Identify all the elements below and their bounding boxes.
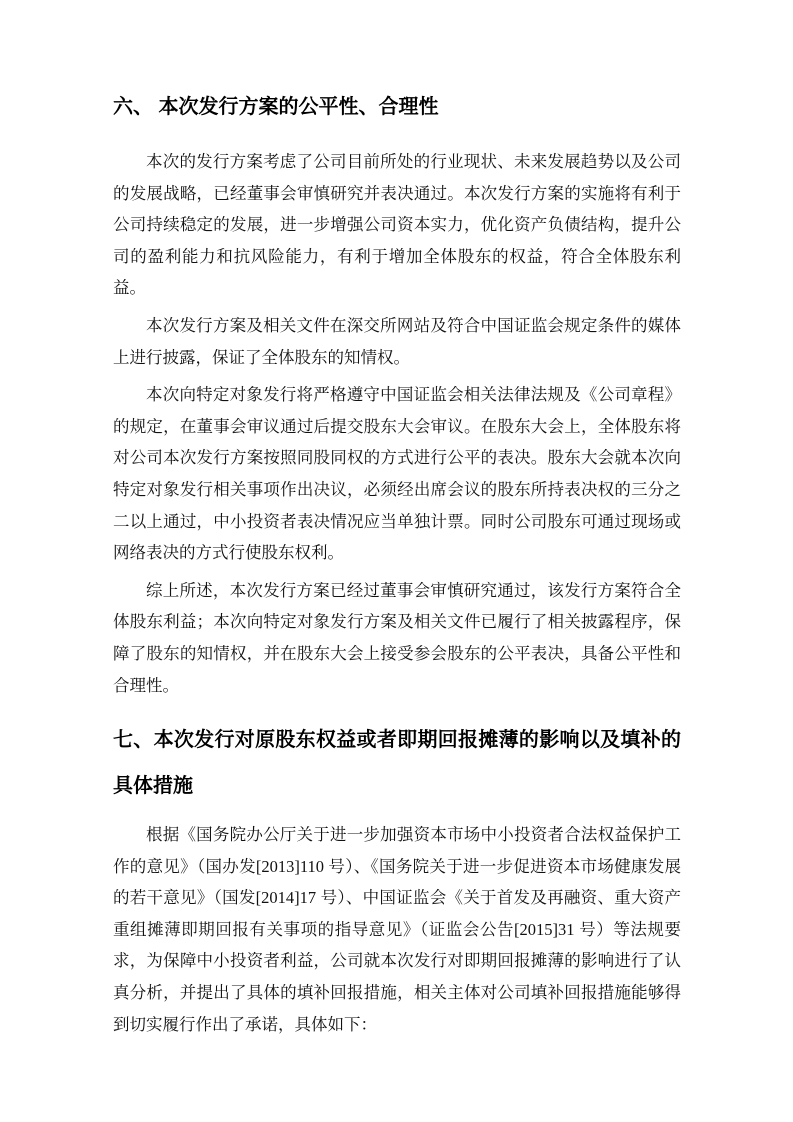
section-six-heading: 六、 本次发行方案的公平性、合理性 (113, 96, 439, 118)
section-seven-heading: 七、本次发行对原股东权益或者即期回报摊薄的影响以及填补的具体措施 (113, 729, 681, 798)
section-six-paragraph-2: 本次发行方案及相关文件在深交所网站及符合中国证监会规定条件的媒体上进行披露，保证了全体股东的知情权。 (113, 315, 681, 367)
section-six-paragraph-3: 本次向特定对象发行将严格遵守中国证监会相关法律法规及《公司章程》的规定，在董事会审议通过后提交股东大会审议。在股东大会上，全体股东将对公司本次发行方案按照同股同权的方式进行公平的表决。股东大会就本次向特定对象发行相关事项作出决议，必须经出席会议的股东所持表决权的三分之二以上通过，中小投资者表决情况应当单独计票。同时公司股东可通过现场或网络表决的方式行使股东权利。 (113, 385, 681, 563)
section-seven-paragraph-1: 根据《国务院办公厅关于进一步加强资本市场中小投资者合法权益保护工作的意见》（国办发[2013]110 号）、《国务院关于进一步促进资本市场健康发展的若干意见》（国发[2014]17 号）、中国证监会《关于首发及再融资、重大资产重组摊薄即期回报有关事项的指导意见》（证监会公告[2015]31 号）等法规要求，为保障中小投资者利益，公司就本次发行对即期回报摊薄的影响进行了认真分析，并提出了具体的填补回报措施，相关主体对公司填补回报措施能够得到切实履行作出了承诺，具体如下： (113, 825, 681, 1034)
section-six-paragraph-4: 综上所述，本次发行方案已经过董事会审慎研究通过，该发行方案符合全体股东利益；本次向特定对象发行方案及相关文件已履行了相关披露程序，保障了股东的知情权，并在股东大会上接受参会股东的公平表决，具备公平性和合理性。 (113, 580, 681, 695)
section-six-paragraph-1: 本次的发行方案考虑了公司目前所处的行业现状、未来发展趋势以及公司的发展战略，已经董事会审慎研究并表决通过。本次发行方案的实施将有利于公司持续稳定的发展，进一步增强公司资本实力，优化资产负债结构，提升公司的盈利能力和抗风险能力，有利于增加全体股东的权益，符合全体股东利益。 (113, 152, 681, 298)
